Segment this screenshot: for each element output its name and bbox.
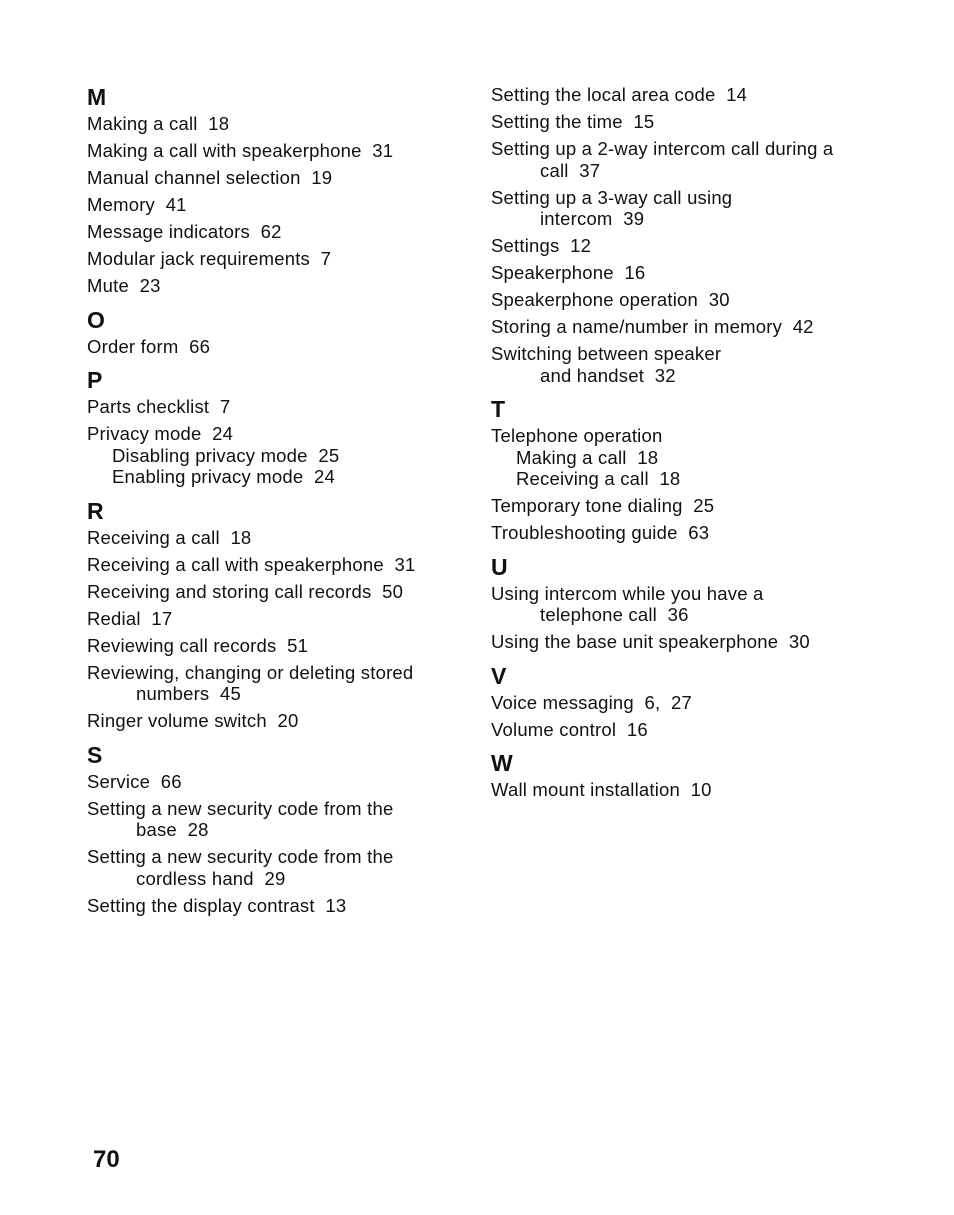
index-entry — [87, 581, 467, 603]
index-entry — [87, 895, 467, 917]
section-letter-heading: S — [87, 741, 103, 768]
index-entry-text: Speakerphone operation 30 — [491, 289, 730, 310]
index-entry-text: base 28 — [136, 819, 209, 840]
index-entry — [491, 262, 891, 284]
index-entry-text: Telephone operation — [491, 425, 663, 446]
index-entry — [491, 779, 891, 801]
index-entry-text: call 37 — [540, 159, 601, 181]
index-section — [491, 750, 891, 801]
index-entry — [87, 662, 467, 705]
section-letter-heading: P — [87, 367, 103, 393]
index-entry-text: Message indicators 62 — [87, 221, 282, 242]
index-entry — [491, 138, 891, 181]
index-entry-text: Privacy mode 24 — [87, 423, 234, 444]
index-entry — [491, 583, 891, 626]
index-entry-text: and handset 32 — [540, 364, 676, 386]
index-entry-text: Temporary tone dialing 25 — [491, 495, 715, 516]
index-section — [491, 554, 891, 653]
index-section — [87, 307, 467, 358]
index-entry — [491, 316, 891, 338]
index-entry-text: Making a call with speakerphone 31 — [87, 140, 394, 161]
index-entry — [491, 343, 891, 386]
section-letter-heading: R — [87, 497, 104, 524]
index-section — [491, 663, 891, 741]
section-letter-heading: U — [491, 553, 508, 580]
index-entry-text: Reviewing, changing or deleting stored — [87, 661, 414, 683]
section-letter-heading: T — [491, 396, 506, 422]
index-section — [87, 84, 467, 297]
index-entry-text: Troubleshooting guide 63 — [491, 522, 710, 543]
index-entry-text: Reviewing call records 51 — [87, 634, 309, 656]
page-number: 70 — [93, 1146, 120, 1173]
index-entry — [87, 846, 467, 889]
index-entry-text: Setting up a 2-way intercom call during a — [491, 138, 834, 159]
index-entry-text: Using intercom while you have a — [491, 582, 764, 604]
index-entry-text: Redial 17 — [87, 607, 173, 629]
index-entry-text: Receiving and storing call records 50 — [87, 580, 404, 602]
index-subentry-text: Enabling privacy mode 24 — [112, 466, 336, 487]
section-letter-heading: W — [491, 750, 513, 776]
index-entry-text: Memory 41 — [87, 194, 187, 215]
index-entry-text: Service 66 — [87, 770, 182, 792]
index-entry-text: Setting a new security code from the — [87, 797, 394, 819]
index-entry-text: Setting up a 3-way call using — [491, 186, 733, 208]
index-entry — [491, 289, 891, 311]
index-entry — [87, 771, 467, 793]
index-entry-text: Setting the time 15 — [491, 111, 655, 132]
index-entry — [87, 635, 467, 657]
index-entry — [491, 631, 891, 653]
index-entry-text: Receiving a call 18 — [87, 526, 252, 548]
index-entry-text: Ringer volume switch 20 — [87, 710, 299, 731]
index-entry-text: Setting the display contrast 13 — [87, 894, 347, 916]
index-entry-text: numbers 45 — [136, 683, 242, 704]
index-entry — [491, 692, 891, 714]
index-entry — [87, 194, 467, 216]
index-entry-text: Manual channel selection 19 — [87, 167, 333, 188]
index-entry — [491, 84, 891, 106]
index-entry-text: cordless hand 29 — [136, 867, 286, 889]
index-entry-text: Mute 23 — [87, 275, 161, 296]
index-section — [491, 84, 891, 386]
index-entry-text: telephone call 36 — [540, 604, 689, 625]
index-entry — [491, 187, 891, 230]
index-entry — [87, 527, 467, 549]
index-entry — [87, 275, 467, 297]
index-entry — [87, 248, 467, 270]
index-entry — [491, 425, 891, 490]
index-entry-text: Wall mount installation 10 — [491, 779, 712, 800]
index-entry-text: Receiving a call with speakerphone 31 — [87, 553, 416, 575]
index-entry — [87, 423, 467, 488]
index-entry — [87, 710, 467, 732]
index-entry-text: Making a call 18 — [87, 113, 230, 134]
index-entry-text: Switching between speaker — [491, 343, 722, 364]
index-subentry-text: Disabling privacy mode 25 — [112, 444, 340, 466]
section-letter-heading: M — [87, 84, 107, 110]
index-entry — [87, 554, 467, 576]
index-entry — [87, 140, 467, 162]
index-subentry-text: Receiving a call 18 — [516, 468, 681, 489]
index-entry — [491, 235, 891, 257]
index-entry — [491, 111, 891, 133]
index-entry — [87, 798, 467, 841]
index-entry-text: Settings 12 — [491, 235, 592, 256]
index-entry — [491, 495, 891, 517]
index-column-right — [491, 84, 891, 811]
index-subentry-text: Making a call 18 — [516, 446, 659, 468]
index-entry-text: Speakerphone 16 — [491, 262, 646, 283]
index-entry — [491, 522, 891, 544]
index-entry — [491, 719, 891, 741]
index-entry — [87, 396, 467, 418]
index-section — [87, 742, 467, 917]
index-entry — [87, 336, 467, 358]
index-entry-text: Voice messaging 6, 27 — [491, 691, 693, 713]
index-entry-text: Parts checklist 7 — [87, 396, 231, 417]
index-section — [87, 367, 467, 488]
index-entry-text: Order form 66 — [87, 335, 211, 357]
index-column-left — [87, 84, 467, 926]
index-entry-text: Setting the local area code 14 — [491, 84, 748, 105]
index-entry — [87, 113, 467, 135]
index-entry-text: intercom 39 — [540, 208, 645, 229]
index-entry-text: Storing a name/number in memory 42 — [491, 316, 814, 337]
index-entry-text: Using the base unit speakerphone 30 — [491, 631, 810, 652]
section-letter-heading: V — [491, 662, 507, 689]
index-section — [491, 396, 891, 544]
index-entry — [87, 167, 467, 189]
index-entry-text: Volume control 16 — [491, 718, 648, 740]
index-entry-text: Setting a new security code from the — [87, 846, 394, 867]
index-entry — [87, 221, 467, 243]
section-letter-heading: O — [87, 306, 105, 333]
index-entry — [87, 608, 467, 630]
index-entry-text: Modular jack requirements 7 — [87, 248, 332, 269]
index-section — [87, 498, 467, 732]
